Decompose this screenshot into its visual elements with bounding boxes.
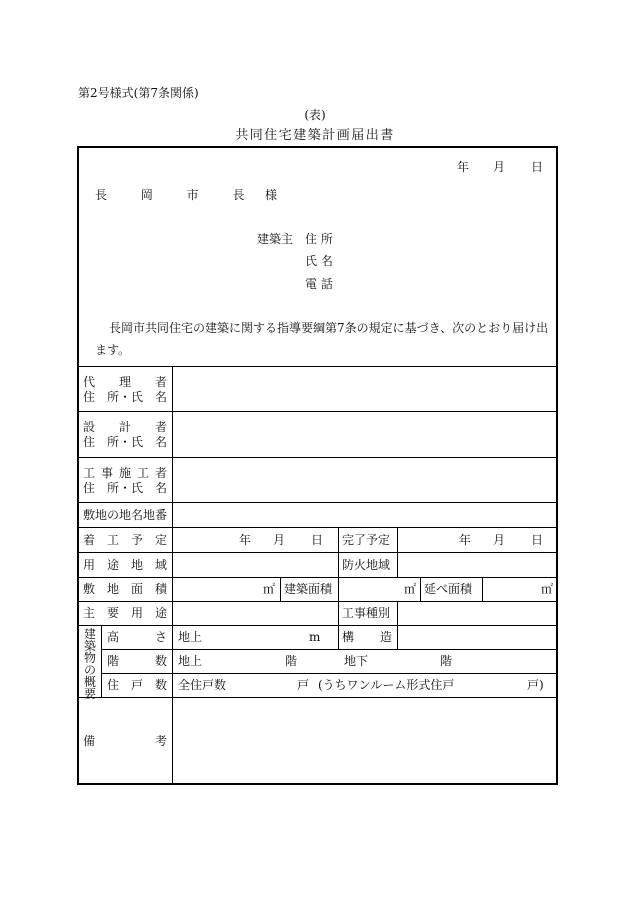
overview-divider	[101, 625, 102, 697]
designer-title: 設 計 者	[83, 420, 167, 434]
start-day: 日	[311, 533, 324, 547]
row-divider	[79, 502, 556, 503]
floors-label: 階 数	[107, 654, 167, 668]
floors-above: 地上	[178, 654, 203, 668]
body-text-line2: ます。	[95, 343, 131, 357]
overview-label: 建 築 物 の 概 要	[83, 627, 96, 701]
floor-area-label: 延べ面積	[424, 582, 473, 596]
row-divider	[79, 625, 556, 626]
row-divider	[79, 411, 556, 412]
lot-label: 敷地の地名地番	[83, 508, 168, 522]
floors-above-unit: 階	[285, 654, 298, 668]
contractor-sub: 住 所・氏 名	[83, 481, 167, 495]
agent-title: 代 理 者	[83, 375, 167, 389]
completion-year: 年	[459, 533, 472, 547]
honorific: 様	[265, 188, 278, 202]
recipient: 長 岡 市 長	[95, 188, 260, 202]
one-room-label: (うちワンルーム形式住戸	[318, 678, 455, 692]
cell-divider	[397, 527, 398, 552]
building-area-unit: ㎡	[404, 582, 417, 596]
cell-divider	[338, 577, 339, 601]
total-units-label: 全住戸数	[178, 678, 227, 692]
cell-divider	[397, 601, 398, 625]
owner-name-label: 氏 名	[305, 254, 333, 268]
height-unit: m	[309, 630, 321, 644]
start-month: 月	[273, 533, 286, 547]
contractor-title: 工 事 施 工 者	[83, 466, 167, 480]
designer-sub: 住 所・氏 名	[83, 435, 167, 449]
remarks-label: 備 考	[83, 734, 167, 748]
row-divider	[79, 601, 556, 602]
completion-month: 月	[493, 533, 506, 547]
cell-divider	[338, 601, 339, 625]
work-type-label: 工事種別	[342, 606, 391, 620]
start-year: 年	[239, 533, 252, 547]
label-column-divider	[172, 366, 173, 783]
height-above: 地上	[178, 630, 203, 644]
row-divider	[79, 577, 556, 578]
cell-divider	[338, 552, 339, 577]
units-label: 住 戸 数	[107, 678, 167, 692]
date-year: 年	[457, 160, 470, 174]
start-label: 着 工 予 定	[83, 533, 167, 547]
date-day: 日	[531, 160, 544, 174]
row-divider	[79, 457, 556, 458]
cell-divider	[420, 577, 421, 601]
form-title: 共同住宅建築計画届出書	[235, 128, 395, 143]
form-frame	[77, 146, 558, 785]
side-label: (表)	[304, 108, 326, 122]
cell-divider	[338, 625, 339, 649]
owner-label: 建築主	[257, 232, 294, 246]
row-divider	[101, 649, 556, 650]
completion-label: 完了予定	[342, 533, 391, 547]
floors-below-unit: 階	[440, 654, 453, 668]
form-number: 第2号様式(第7条関係)	[78, 86, 199, 100]
zone-label: 用 途 地 域	[83, 558, 167, 572]
owner-address-label: 住 所	[305, 232, 333, 246]
building-area-label: 建築面積	[284, 582, 333, 596]
owner-phone-label: 電 話	[305, 277, 333, 291]
agent-sub: 住 所・氏 名	[83, 390, 167, 404]
total-units-counter: 戸	[297, 678, 310, 692]
row-divider	[79, 527, 556, 528]
body-text-line1: 長岡市共同住宅の建築に関する指導要綱第7条の規定に基づき、次のとおり届け出	[109, 321, 549, 335]
floors-below: 地下	[344, 654, 369, 668]
height-label: 高 さ	[107, 630, 167, 644]
cell-divider	[397, 625, 398, 649]
site-area-label: 敷 地 面 積	[83, 582, 167, 596]
structure-label: 構 造	[342, 630, 392, 644]
one-room-close: 戸)	[527, 678, 544, 692]
floor-area-unit: ㎡	[541, 582, 554, 596]
row-divider	[79, 697, 556, 698]
main-use-label: 主 要 用 途	[83, 606, 167, 620]
cell-divider	[338, 527, 339, 552]
row-divider	[79, 552, 556, 553]
completion-day: 日	[531, 533, 544, 547]
site-area-unit: ㎡	[263, 582, 276, 596]
cell-divider	[280, 577, 281, 601]
fire-zone-label: 防火地域	[342, 558, 391, 572]
date-month: 月	[493, 160, 506, 174]
row-divider	[101, 673, 556, 674]
cell-divider	[482, 577, 483, 601]
cell-divider	[397, 552, 398, 577]
row-divider	[79, 366, 556, 367]
